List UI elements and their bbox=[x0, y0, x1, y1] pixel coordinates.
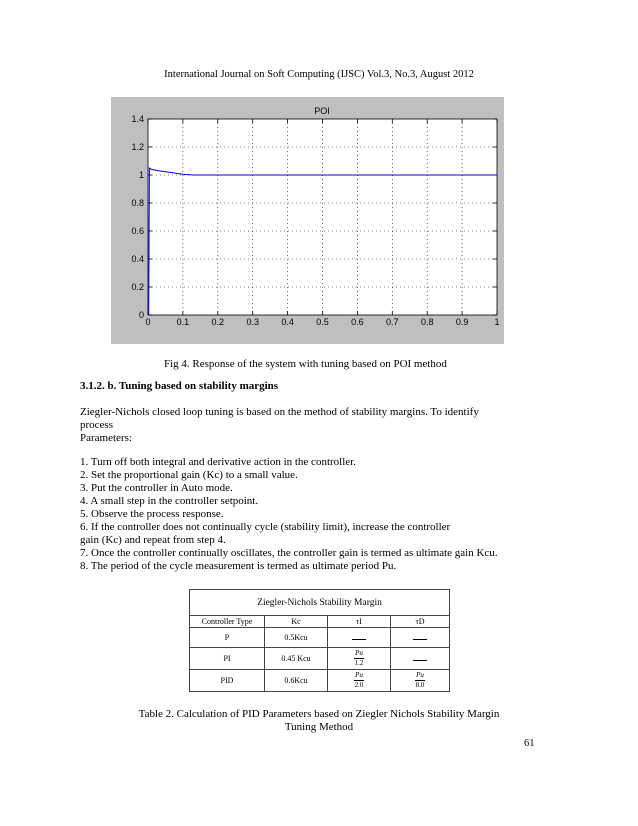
cell-td bbox=[391, 648, 450, 670]
cell-type: P bbox=[190, 628, 265, 648]
cell-type: PID bbox=[190, 670, 265, 692]
table-row bbox=[190, 648, 450, 670]
x-tick-label: 0.7 bbox=[386, 317, 399, 327]
x-tick-label: 0.2 bbox=[211, 317, 225, 327]
x-tick-label: 0.4 bbox=[281, 317, 294, 327]
frac-num: Pu bbox=[355, 649, 363, 657]
intro-line-2: process bbox=[80, 419, 113, 431]
step-1: 1. Turn off both integral and derivative action in the controller. bbox=[80, 456, 356, 468]
col-header-type: Controller Type bbox=[190, 616, 265, 628]
frac-den: 2.0 bbox=[354, 681, 364, 689]
fraction bbox=[354, 671, 364, 690]
page-number: 61 bbox=[524, 738, 535, 749]
cell-td bbox=[391, 628, 450, 648]
col-header-td: τD bbox=[391, 616, 450, 628]
fraction bbox=[354, 649, 364, 668]
intro-line-3: Parameters: bbox=[80, 432, 132, 444]
y-tick-label: 0 bbox=[138, 310, 144, 320]
y-tick-label: 1.2 bbox=[131, 142, 144, 152]
x-tick-label: 0.9 bbox=[455, 317, 469, 327]
y-tick-label: 1.4 bbox=[131, 114, 144, 124]
cell-ti bbox=[328, 628, 391, 648]
empty-dash bbox=[413, 654, 427, 661]
plot-area bbox=[148, 119, 497, 315]
table-caption-line-1: Table 2. Calculation of PID Parameters based on Ziegler Nichols Stability Margin bbox=[138, 708, 500, 720]
section-heading: 3.1.2. b. Tuning based on stability margins bbox=[80, 380, 279, 392]
ziegler-nichols-table bbox=[189, 589, 450, 691]
frac-den: 1.2 bbox=[354, 659, 364, 667]
x-tick-label: 0.6 bbox=[351, 317, 364, 327]
cell-ti bbox=[328, 670, 391, 692]
step-6-cont: gain (Kc) and repeat from step 4. bbox=[80, 534, 226, 546]
figure-poi-plot bbox=[111, 97, 504, 344]
cell-ti bbox=[328, 648, 391, 670]
table-row bbox=[190, 628, 450, 648]
x-tick-label: 0.8 bbox=[420, 317, 434, 327]
y-tick-label: 1 bbox=[138, 170, 144, 180]
step-7: 7. Once the controller continually oscillates, the controller gain is termed as ultimate gain Kcu. bbox=[80, 547, 498, 559]
y-tick-label: 0.6 bbox=[131, 226, 144, 236]
cell-type: PI bbox=[190, 648, 265, 670]
step-8: 8. The period of the cycle measurement is termed as ultimate period Pu. bbox=[80, 560, 397, 572]
cell-td bbox=[391, 670, 450, 692]
cell-kc: 0.45 Kcu bbox=[265, 648, 328, 670]
empty-dash bbox=[352, 633, 366, 640]
y-tick-label: 0.2 bbox=[131, 282, 144, 292]
cell-kc: 0.6Kcu bbox=[265, 670, 328, 692]
x-tick-label: 0.1 bbox=[176, 317, 190, 327]
intro-line-1: Ziegler-Nichols closed loop tuning is based on the method of stability margins. To identify bbox=[80, 406, 479, 418]
figure-caption: Fig 4. Response of the system with tuning based on POI method bbox=[164, 358, 447, 370]
x-tick-label: 0 bbox=[145, 317, 151, 327]
table-title: Ziegler-Nichols Stability Margin bbox=[190, 590, 450, 616]
journal-header: International Journal on Soft Computing (IJSC) Vol.3, No.3, August 2012 bbox=[164, 69, 474, 80]
x-tick-label: 1 bbox=[494, 317, 500, 327]
fraction bbox=[415, 671, 425, 690]
x-tick-label: 0.3 bbox=[246, 317, 259, 327]
y-tick-label: 0.4 bbox=[131, 254, 144, 264]
chart-title: POI bbox=[314, 106, 330, 116]
table-row bbox=[190, 670, 450, 692]
empty-dash bbox=[413, 633, 427, 640]
table-caption-line-2: Tuning Method bbox=[284, 721, 354, 733]
step-5: 5. Observe the process response. bbox=[80, 508, 224, 520]
col-header-kc: Kc bbox=[265, 616, 328, 628]
step-4: 4. A small step in the controller setpoint. bbox=[80, 495, 259, 507]
x-tick-label: 0.5 bbox=[316, 317, 329, 327]
col-header-ti: τI bbox=[328, 616, 391, 628]
step-2: 2. Set the proportional gain (Kc) to a small value. bbox=[80, 469, 298, 481]
poi-chart bbox=[111, 97, 504, 344]
frac-num: Pu bbox=[355, 671, 363, 679]
y-tick-label: 0.8 bbox=[131, 198, 144, 208]
cell-kc: 0.5Kcu bbox=[265, 628, 328, 648]
step-3: 3. Put the controller in Auto mode. bbox=[80, 482, 233, 494]
frac-num: Pu bbox=[416, 671, 424, 679]
step-6: 6. If the controller does not continually cycle (stability limit), increase the controller bbox=[80, 521, 451, 533]
frac-den: 8.0 bbox=[415, 681, 425, 689]
